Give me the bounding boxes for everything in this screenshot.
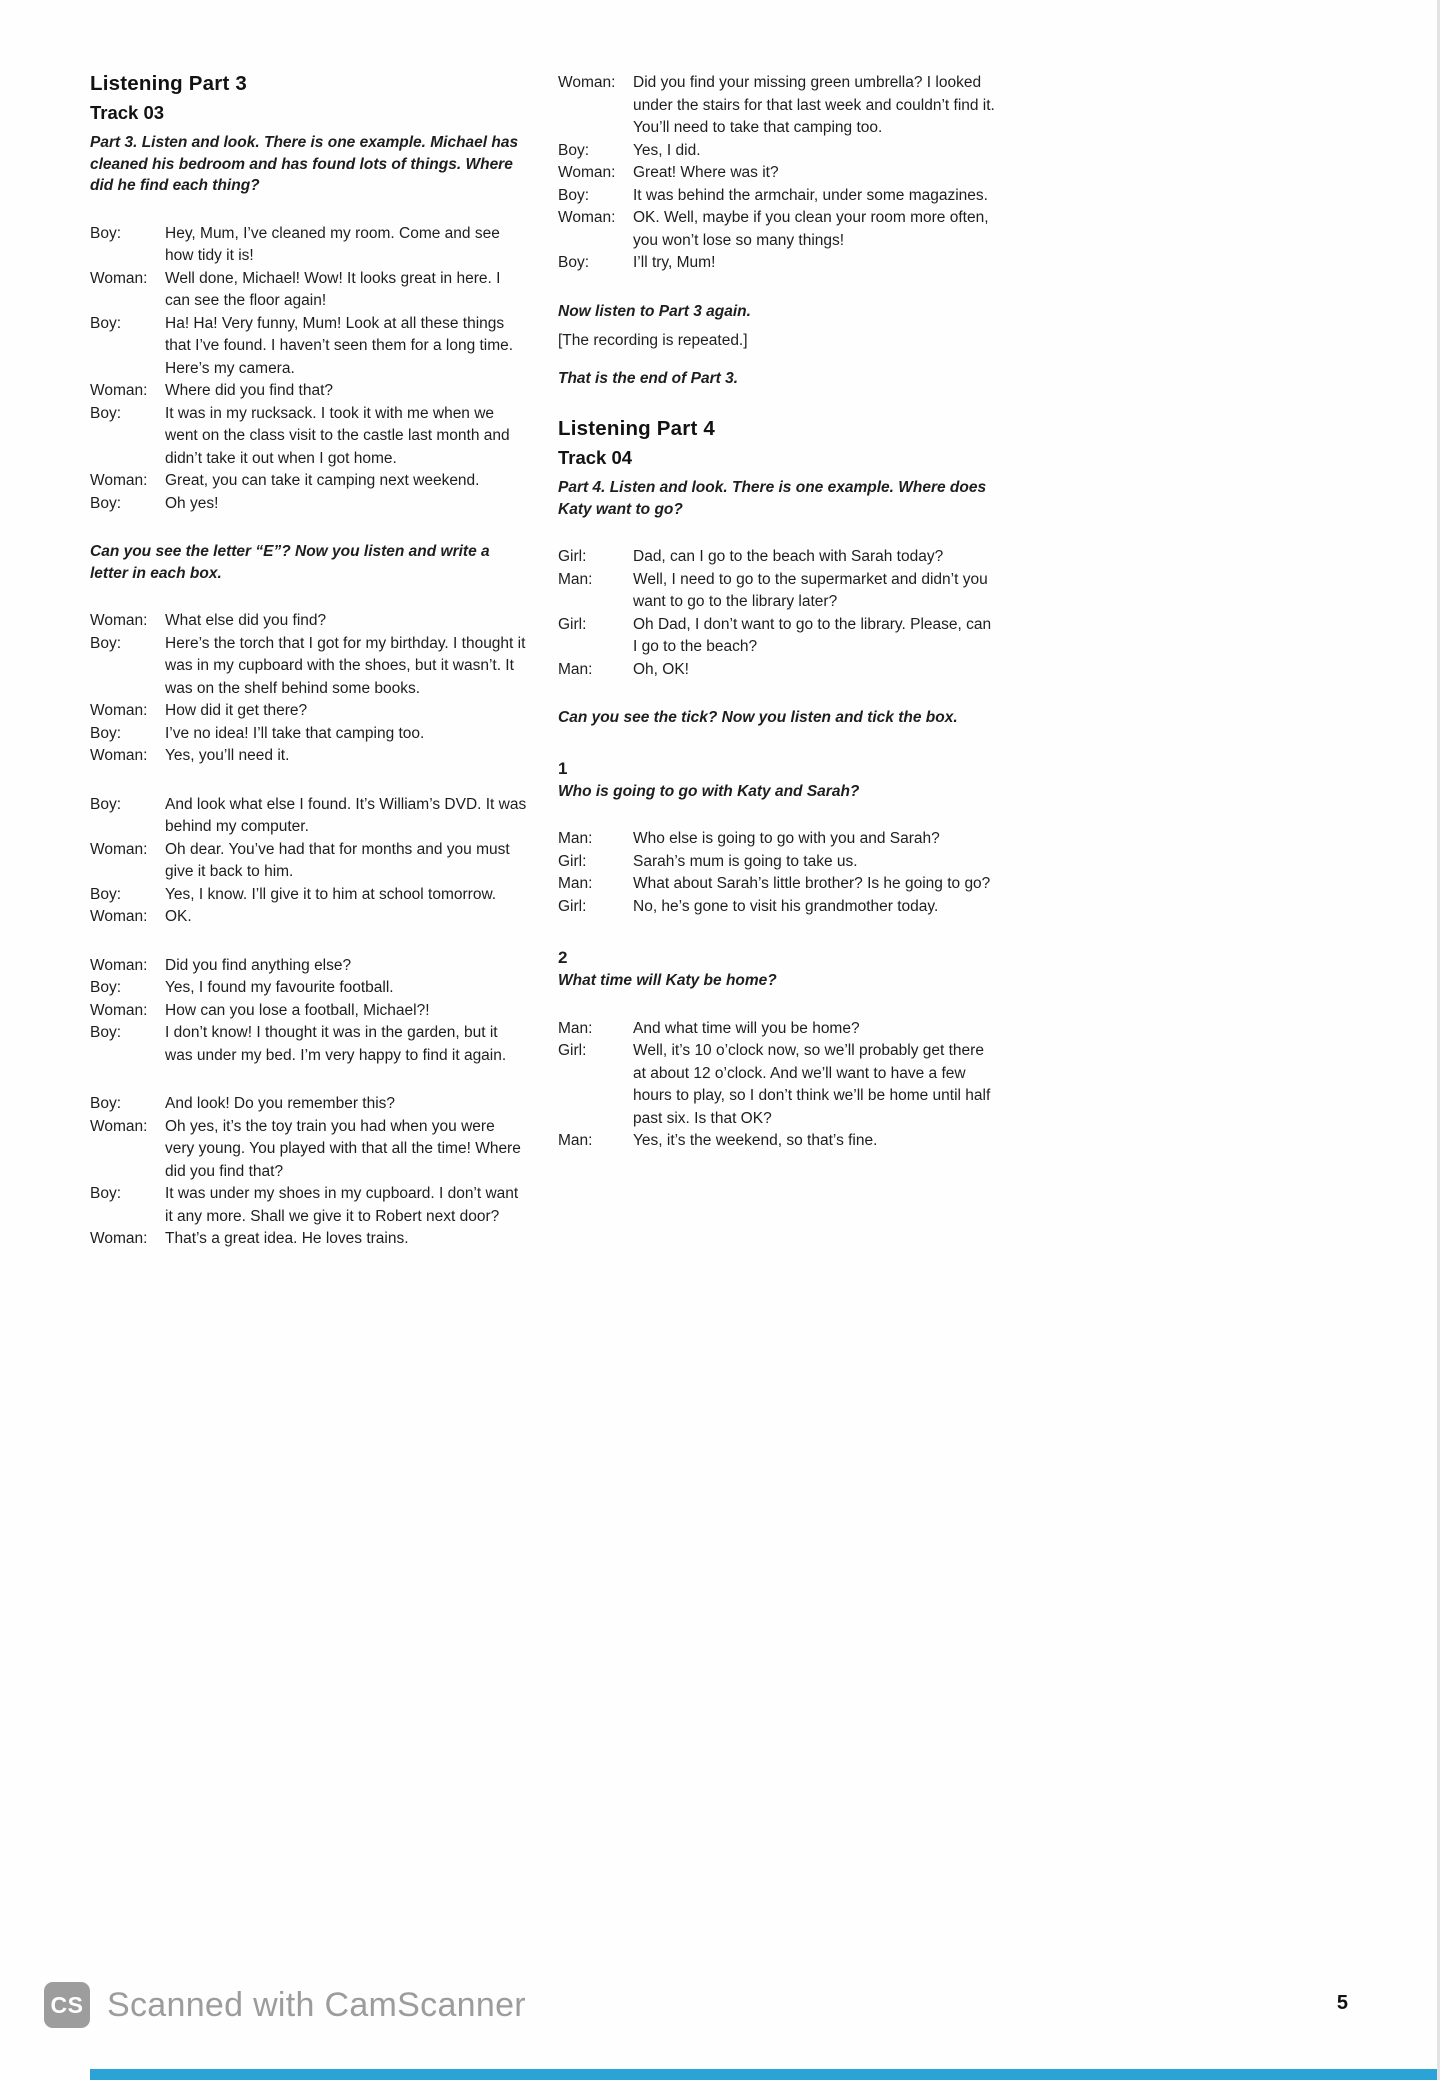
dialogue-line xyxy=(90,1183,528,1228)
speaker-label: Woman: xyxy=(90,747,148,764)
dialogue-line xyxy=(90,1000,528,1023)
dialogue-text: Oh Dad, I don’t want to go to the library. Please, can I go to the beach? xyxy=(633,615,992,655)
speaker-label: Man: xyxy=(558,875,593,892)
dialogue-text: I don’t know! I thought it was in the garden, but it was under my bed. I’m very happy to find it again. xyxy=(165,1024,507,1064)
dialogue-line xyxy=(90,1228,528,1251)
speaker-label: Woman: xyxy=(90,840,148,858)
dialogue-text: Oh yes, it’s the toy train you had when you were very young. You played with that all the time! Where did you find that? xyxy=(165,1117,521,1180)
dialogue-group xyxy=(90,1093,528,1251)
dialogue-line xyxy=(90,1022,528,1067)
dialogue-group xyxy=(558,546,996,681)
dialogue-line xyxy=(558,207,996,252)
speaker-label: Woman: xyxy=(558,164,616,181)
speaker-label: Boy: xyxy=(558,254,590,271)
dialogue-line xyxy=(90,884,528,907)
dialogue-text: Where did you find that? xyxy=(165,382,334,399)
speaker-label: Woman: xyxy=(558,209,616,226)
speaker-label: Boy: xyxy=(90,494,122,512)
speaker-label: Man: xyxy=(558,570,593,588)
dialogue-line xyxy=(558,1130,996,1153)
track-heading: Track 04 xyxy=(558,447,633,468)
dialogue-line xyxy=(90,794,528,839)
speaker-label: Girl: xyxy=(558,548,587,565)
question-number: 1 xyxy=(558,758,568,778)
dialogue-text: Yes, I found my favourite football. xyxy=(165,979,394,996)
speaker-label: Girl: xyxy=(558,897,587,915)
speaker-label: Woman: xyxy=(558,74,616,91)
dialogue-text: Here’s the torch that I got for my birthday. I thought it was in my cupboard with the shoes, but it wasn’t. It was on the shelf behind some books. xyxy=(165,634,526,697)
dialogue-line xyxy=(90,403,528,471)
dialogue-line xyxy=(90,470,528,493)
dialogue-line xyxy=(558,569,996,614)
dialogue-text: It was behind the armchair, under some magazines. xyxy=(633,186,988,204)
dialogue-line xyxy=(558,252,996,275)
dialogue-text: How can you lose a football, Michael?! xyxy=(165,1001,430,1019)
speaker-label: Boy: xyxy=(90,404,122,422)
dialogue-line xyxy=(90,1116,528,1184)
dialogue-text: Sarah’s mum is going to take us. xyxy=(633,852,858,870)
speaker-label: Man: xyxy=(558,1019,593,1037)
dialogue-text: No, he’s gone to visit his grandmother today. xyxy=(633,897,939,915)
left-column xyxy=(90,72,528,1277)
dialogue-text: And what time will you be home? xyxy=(633,1019,860,1037)
dialogue-group xyxy=(90,610,528,768)
speaker-label: Boy: xyxy=(558,186,590,204)
speaker-label: Woman: xyxy=(90,269,148,287)
dialogue-line xyxy=(558,546,996,569)
dialogue-text: Great! Where was it? xyxy=(633,164,779,181)
section-heading: Listening Part 4 xyxy=(558,417,715,440)
camscanner-watermark: Scanned with CamScanner xyxy=(107,1985,526,2024)
dialogue-line xyxy=(90,313,528,381)
track-heading: Track 03 xyxy=(90,102,165,123)
dialogue-line xyxy=(90,839,528,884)
speaker-label: Boy: xyxy=(90,795,122,813)
right-column xyxy=(558,72,996,1179)
dialogue-text: Yes, I know. I’ll give it to him at school tomorrow. xyxy=(165,885,497,903)
dialogue-text: What else did you find? xyxy=(165,612,327,629)
speaker-label: Woman: xyxy=(90,1117,148,1135)
stage-direction: Can you see the tick? Now you listen and tick the box. xyxy=(558,709,958,726)
speaker-label: Girl: xyxy=(558,852,587,870)
dialogue-text: Well, it’s 10 o’clock now, so we’ll probably get there at about 12 o’clock. And we’ll want to have a few hours to play, so I don’t think we’ll be home until half past six. Is that OK? xyxy=(633,1042,991,1127)
dialogue-text: OK. Well, maybe if you clean your room more often, you won’t lose so many things! xyxy=(633,209,989,249)
dialogue-text: It was under my shoes in my cupboard. I don’t want it any more. Shall we give it to Robert next door? xyxy=(165,1185,519,1225)
speaker-label: Woman: xyxy=(90,612,148,629)
speaker-label: Woman: xyxy=(90,956,148,974)
speaker-label: Boy: xyxy=(90,724,122,742)
speaker-label: Woman: xyxy=(90,382,148,399)
stage-direction: Now listen to Part 3 again. xyxy=(558,302,751,320)
dialogue-line xyxy=(558,851,996,874)
speaker-label: Boy: xyxy=(90,634,122,652)
dialogue-line xyxy=(90,977,528,1000)
dialogue-text: OK. xyxy=(165,908,192,925)
dialogue-line xyxy=(558,828,996,851)
dialogue-text: Ha! Ha! Very funny, Mum! Look at all these things that I’ve found. I haven’t seen them for a long time. Here’s my camera. xyxy=(165,314,514,377)
dialogue-text: Great, you can take it camping next weekend. xyxy=(165,472,480,489)
dialogue-line xyxy=(90,745,528,768)
camscanner-logo-icon xyxy=(44,1982,90,2028)
dialogue-text: Well, I need to go to the supermarket and didn’t you want to go to the library later? xyxy=(633,570,988,610)
dialogue-text: And look what else I found. It’s William’s DVD. It was behind my computer. xyxy=(165,795,527,835)
dialogue-line xyxy=(90,268,528,313)
dialogue-text: And look! Do you remember this? xyxy=(165,1095,396,1112)
speaker-label: Boy: xyxy=(90,1095,122,1112)
speaker-label: Woman: xyxy=(90,702,148,719)
speaker-label: Man: xyxy=(558,830,593,847)
speaker-label: Man: xyxy=(558,660,593,678)
dialogue-line xyxy=(558,873,996,896)
dialogue-text: Yes, it’s the weekend, so that’s fine. xyxy=(633,1132,878,1149)
stage-direction: Part 3. Listen and look. There is one example. Michael has cleaned his bedroom and has found lots of things. Where did he find each thing? xyxy=(90,134,519,194)
dialogue-line xyxy=(90,610,528,633)
question-number: 2 xyxy=(558,948,568,967)
speaker-label: Boy: xyxy=(558,141,590,159)
dialogue-line xyxy=(90,1093,528,1116)
speaker-label: Woman: xyxy=(90,1001,148,1019)
speaker-label: Woman: xyxy=(90,472,148,489)
dialogue-text: Did you find anything else? xyxy=(165,956,352,974)
speaker-label: Boy: xyxy=(90,885,122,903)
dialogue-text: Who else is going to go with you and Sarah? xyxy=(633,830,940,847)
dialogue-group xyxy=(90,794,528,929)
speaker-label: Boy: xyxy=(90,224,122,242)
dialogue-line xyxy=(558,896,996,919)
speaker-label: Woman: xyxy=(90,908,148,925)
speaker-label: Girl: xyxy=(558,615,587,633)
speaker-label: Boy: xyxy=(90,1185,122,1202)
dialogue-text: What about Sarah’s little brother? Is he going to go? xyxy=(633,875,991,892)
scanner-blue-bar xyxy=(90,2069,1440,2080)
dialogue-line xyxy=(90,380,528,403)
stage-direction: Can you see the letter “E”? Now you listen and write a letter in each box. xyxy=(90,543,490,582)
section-heading: Listening Part 3 xyxy=(90,72,247,95)
dialogue-group xyxy=(558,1018,996,1153)
dialogue-text: I’ve no idea! I’ll take that camping too. xyxy=(165,724,425,742)
dialogue-line xyxy=(558,185,996,208)
dialogue-line xyxy=(90,223,528,268)
stage-direction: Part 4. Listen and look. There is one example. Where does Katy want to go? xyxy=(558,479,987,518)
dialogue-group xyxy=(90,955,528,1068)
dialogue-line xyxy=(90,493,528,516)
speaker-label: Girl: xyxy=(558,1042,587,1059)
dialogue-text: It was in my rucksack. I took it with me when we went on the class visit to the castle last month and didn’t take it out when I got home. xyxy=(165,404,510,467)
dialogue-line xyxy=(558,614,996,659)
dialogue-line xyxy=(90,906,528,929)
dialogue-line xyxy=(558,140,996,163)
dialogue-text: Yes, you’ll need it. xyxy=(165,747,290,764)
dialogue-text: Dad, can I go to the beach with Sarah today? xyxy=(633,548,944,565)
dialogue-text: How did it get there? xyxy=(165,702,308,719)
dialogue-text: Oh dear. You’ve had that for months and you must give it back to him. xyxy=(165,840,510,880)
dialogue-line xyxy=(558,162,996,185)
camscanner-logo-text: CS xyxy=(50,1991,84,2018)
stage-direction: Who is going to go with Katy and Sarah? xyxy=(558,782,860,800)
dialogue-line xyxy=(90,700,528,723)
recording-note: [The recording is repeated.] xyxy=(558,332,748,349)
stage-direction: That is the end of Part 3. xyxy=(558,369,738,387)
dialogue-group xyxy=(90,223,528,516)
dialogue-text: Hey, Mum, I’ve cleaned my room. Come and see how tidy it is! xyxy=(165,224,500,264)
dialogue-text: Yes, I did. xyxy=(633,141,701,159)
dialogue-group xyxy=(558,828,996,918)
dialogue-text: Oh, OK! xyxy=(633,660,689,678)
dialogue-line xyxy=(558,72,996,140)
dialogue-text: That’s a great idea. He loves trains. xyxy=(165,1230,409,1247)
dialogue-line xyxy=(90,955,528,978)
dialogue-line xyxy=(558,1040,996,1130)
scanner-footer xyxy=(44,1982,526,2028)
dialogue-line xyxy=(558,659,996,682)
dialogue-group xyxy=(558,72,996,275)
speaker-label: Boy: xyxy=(90,314,122,332)
speaker-label: Woman: xyxy=(90,1230,148,1247)
dialogue-line xyxy=(90,723,528,746)
dialogue-text: Did you find your missing green umbrella? I looked under the stairs for that last week and couldn’t find it. You’ll need to take that camping too. xyxy=(633,74,995,136)
dialogue-line xyxy=(90,633,528,701)
dialogue-line xyxy=(558,1018,996,1041)
speaker-label: Boy: xyxy=(90,1024,122,1041)
speaker-label: Boy: xyxy=(90,979,122,996)
speaker-label: Man: xyxy=(558,1132,593,1149)
stage-direction: What time will Katy be home? xyxy=(558,972,777,989)
dialogue-text: Oh yes! xyxy=(165,494,219,512)
dialogue-text: Well done, Michael! Wow! It looks great in here. I can see the floor again! xyxy=(165,269,501,309)
page-number: 5 xyxy=(1336,1992,1348,2014)
dialogue-text: I’ll try, Mum! xyxy=(633,254,716,271)
